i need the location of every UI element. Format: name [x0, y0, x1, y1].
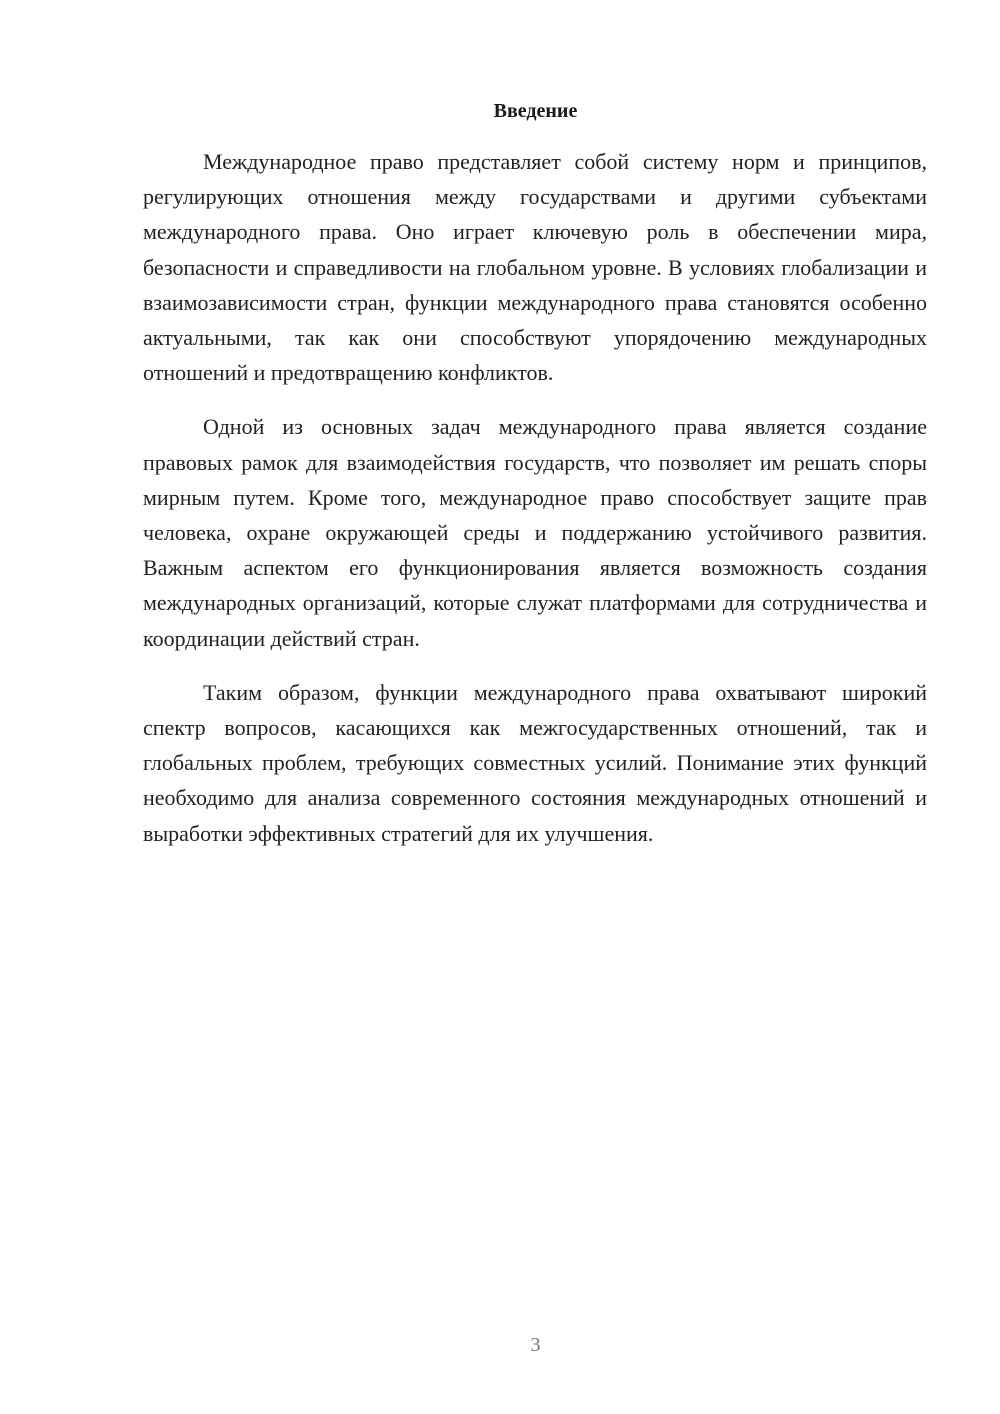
- paragraph-3: Таким образом, функции международного права охватывают широкий спектр вопросов, касающихся как межгосударственных отношений, так и глобальных проблем, требующих совместных усилий. Понимание этих функций необходимо для анализа современного состояния международных отношений и выработки эффективных стратегий для их улучшения.: [143, 679, 927, 846]
- body-text: [143, 144, 927, 870]
- page-number: 3: [530, 1334, 541, 1356]
- section-heading: Введение: [493, 100, 578, 122]
- paragraph-2: Одной из основных задач международного права является создание правовых рамок для взаимодействия государств, что позволяет им решать споры мирным путем. Кроме того, международное право способствует защите прав человека, охране окружающей среды и поддержанию устойчивого развития. Важным аспектом его функционирования является возможность создания международных организаций, которые служат платформами для сотрудничества и координации действий стран.: [143, 414, 927, 651]
- paragraph-1: Международное право представляет собой систему норм и принципов, регулирующих отношения между государствами и другими субъектами международного права. Оно играет ключевую роль в обеспечении мира, безопасности и справедливости на глобальном уровне. В условиях глобализации и взаимозависимости стран, функции международного права становятся особенно актуальными, так как они способствуют упорядочению международных отношений и предотвращению конфликтов.: [143, 149, 927, 386]
